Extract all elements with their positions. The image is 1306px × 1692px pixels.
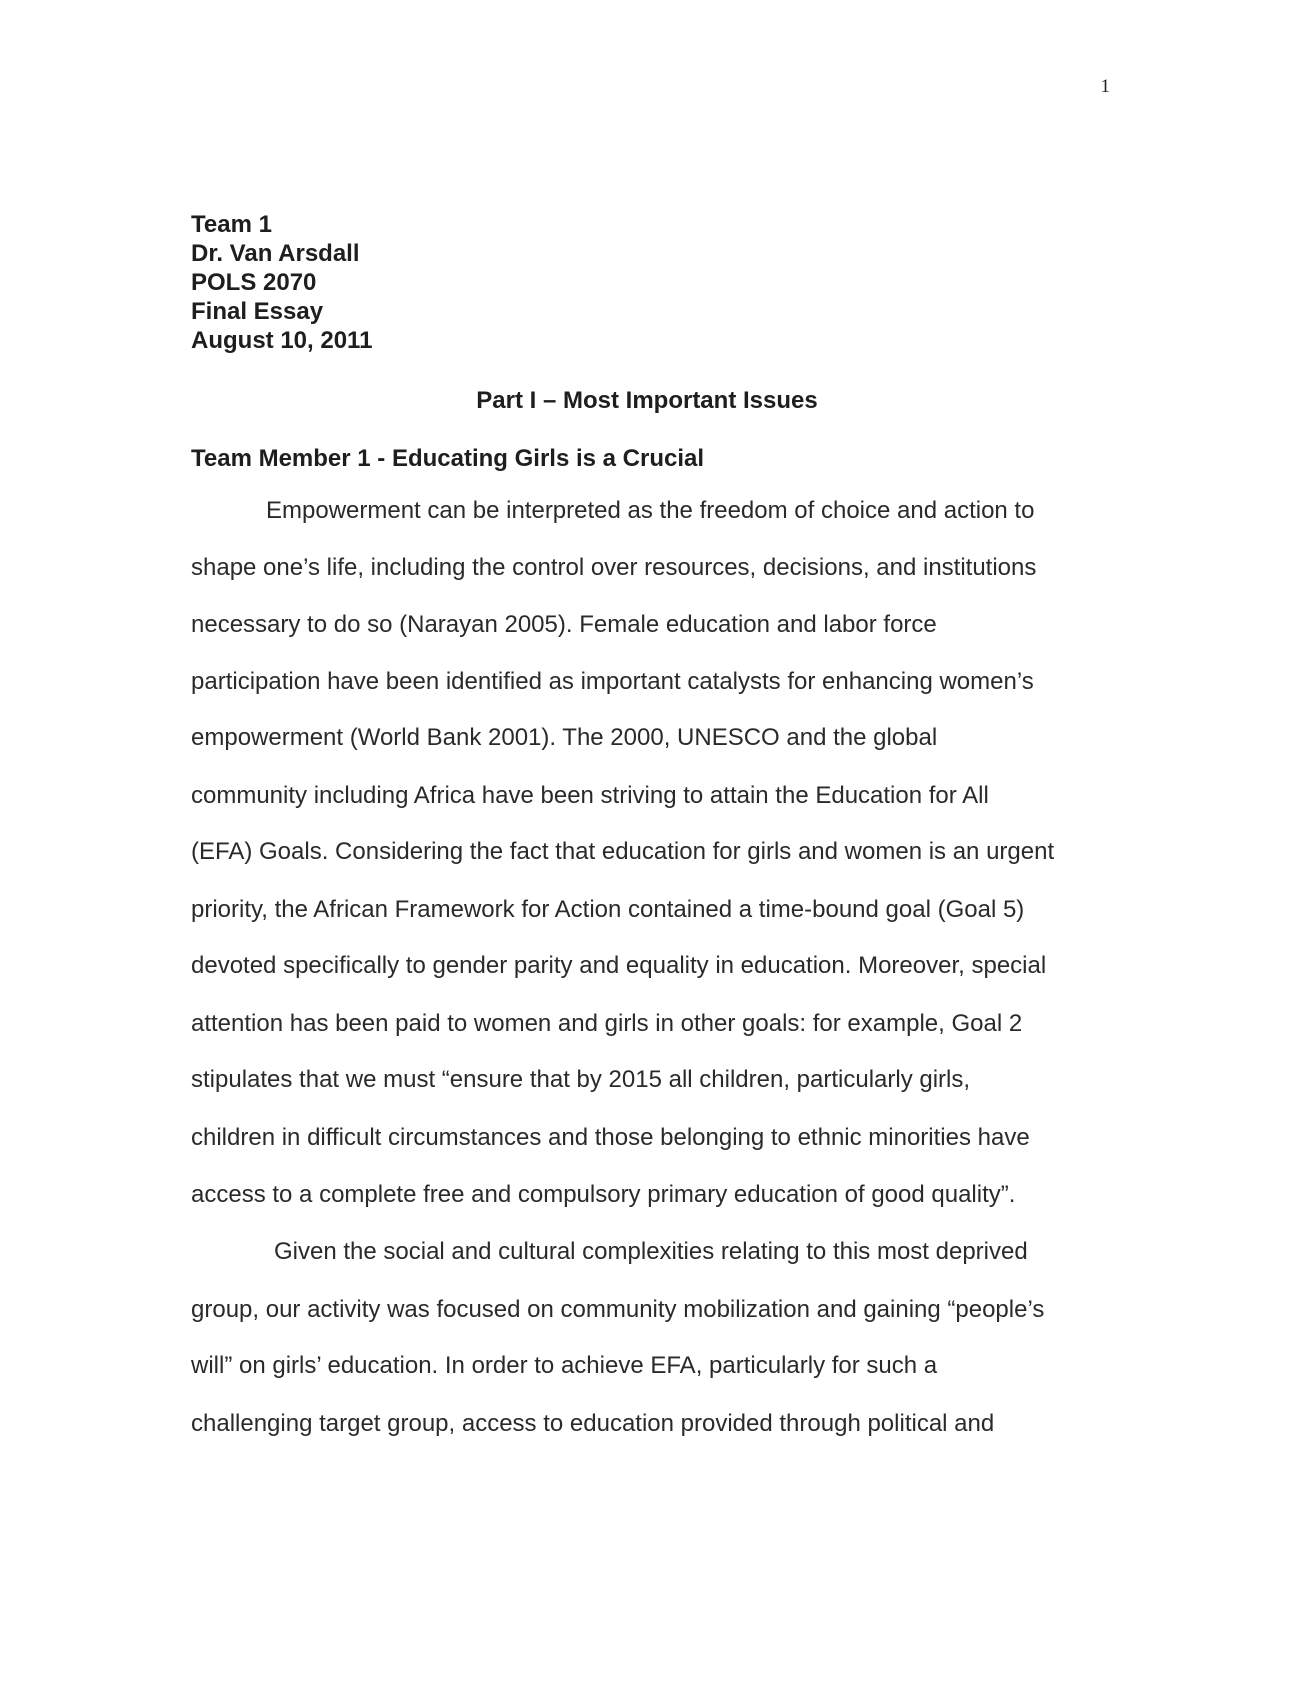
course-code: POLS 2070 — [191, 269, 317, 296]
paragraph1-line: devoted specifically to gender parity and equality in education. Moreover, special — [191, 952, 1047, 979]
team-name: Team 1 — [191, 211, 272, 238]
paragraph1-line: (EFA) Goals. Considering the fact that education for girls and women is an urgent — [191, 838, 1055, 865]
paragraph2-line: challenging target group, access to education provided through political and — [191, 1410, 995, 1437]
paragraph1-line: empowerment (World Bank 2001). The 2000, UNESCO and the global — [191, 724, 938, 751]
page-number: 1 — [1100, 76, 1110, 97]
section-heading: Team Member 1 - Educating Girls is a Crucial — [191, 445, 705, 472]
essay-header — [191, 210, 372, 355]
paragraph1-line: necessary to do so (Narayan 2005). Female education and labor force — [191, 611, 937, 638]
paragraph1-line: attention has been paid to women and girls in other goals: for example, Goal 2 — [191, 1010, 1023, 1037]
paragraph1-line: community including Africa have been striving to attain the Education for All — [191, 782, 989, 809]
assignment-title: Final Essay — [191, 298, 324, 325]
paragraph1-line: priority, the African Framework for Action contained a time-bound goal (Goal 5) — [191, 896, 1025, 923]
paragraph2-line: will” on girls’ education. In order to achieve EFA, particularly for such a — [191, 1352, 938, 1379]
paragraph1-line: stipulates that we must “ensure that by 2015 all children, particularly girls, — [191, 1066, 971, 1093]
essay-date: August 10, 2011 — [191, 327, 373, 354]
paragraph1-line: access to a complete free and compulsory primary education of good quality”. — [191, 1181, 1016, 1208]
paragraph2-line: Given the social and cultural complexities relating to this most deprived — [274, 1238, 1028, 1265]
instructor-name: Dr. Van Arsdall — [191, 240, 360, 267]
paragraph1-line: participation have been identified as important catalysts for enhancing women’s — [191, 668, 1034, 695]
part-heading: Part I – Most Important Issues — [476, 387, 818, 414]
paragraph1-line: Empowerment can be interpreted as the freedom of choice and action to — [266, 497, 1035, 524]
paragraph1-line: shape one’s life, including the control over resources, decisions, and institutions — [191, 554, 1037, 581]
paragraph2-line: group, our activity was focused on community mobilization and gaining “people’s — [191, 1296, 1045, 1323]
paragraph1-line: children in difficult circumstances and those belonging to ethnic minorities have — [191, 1124, 1030, 1151]
